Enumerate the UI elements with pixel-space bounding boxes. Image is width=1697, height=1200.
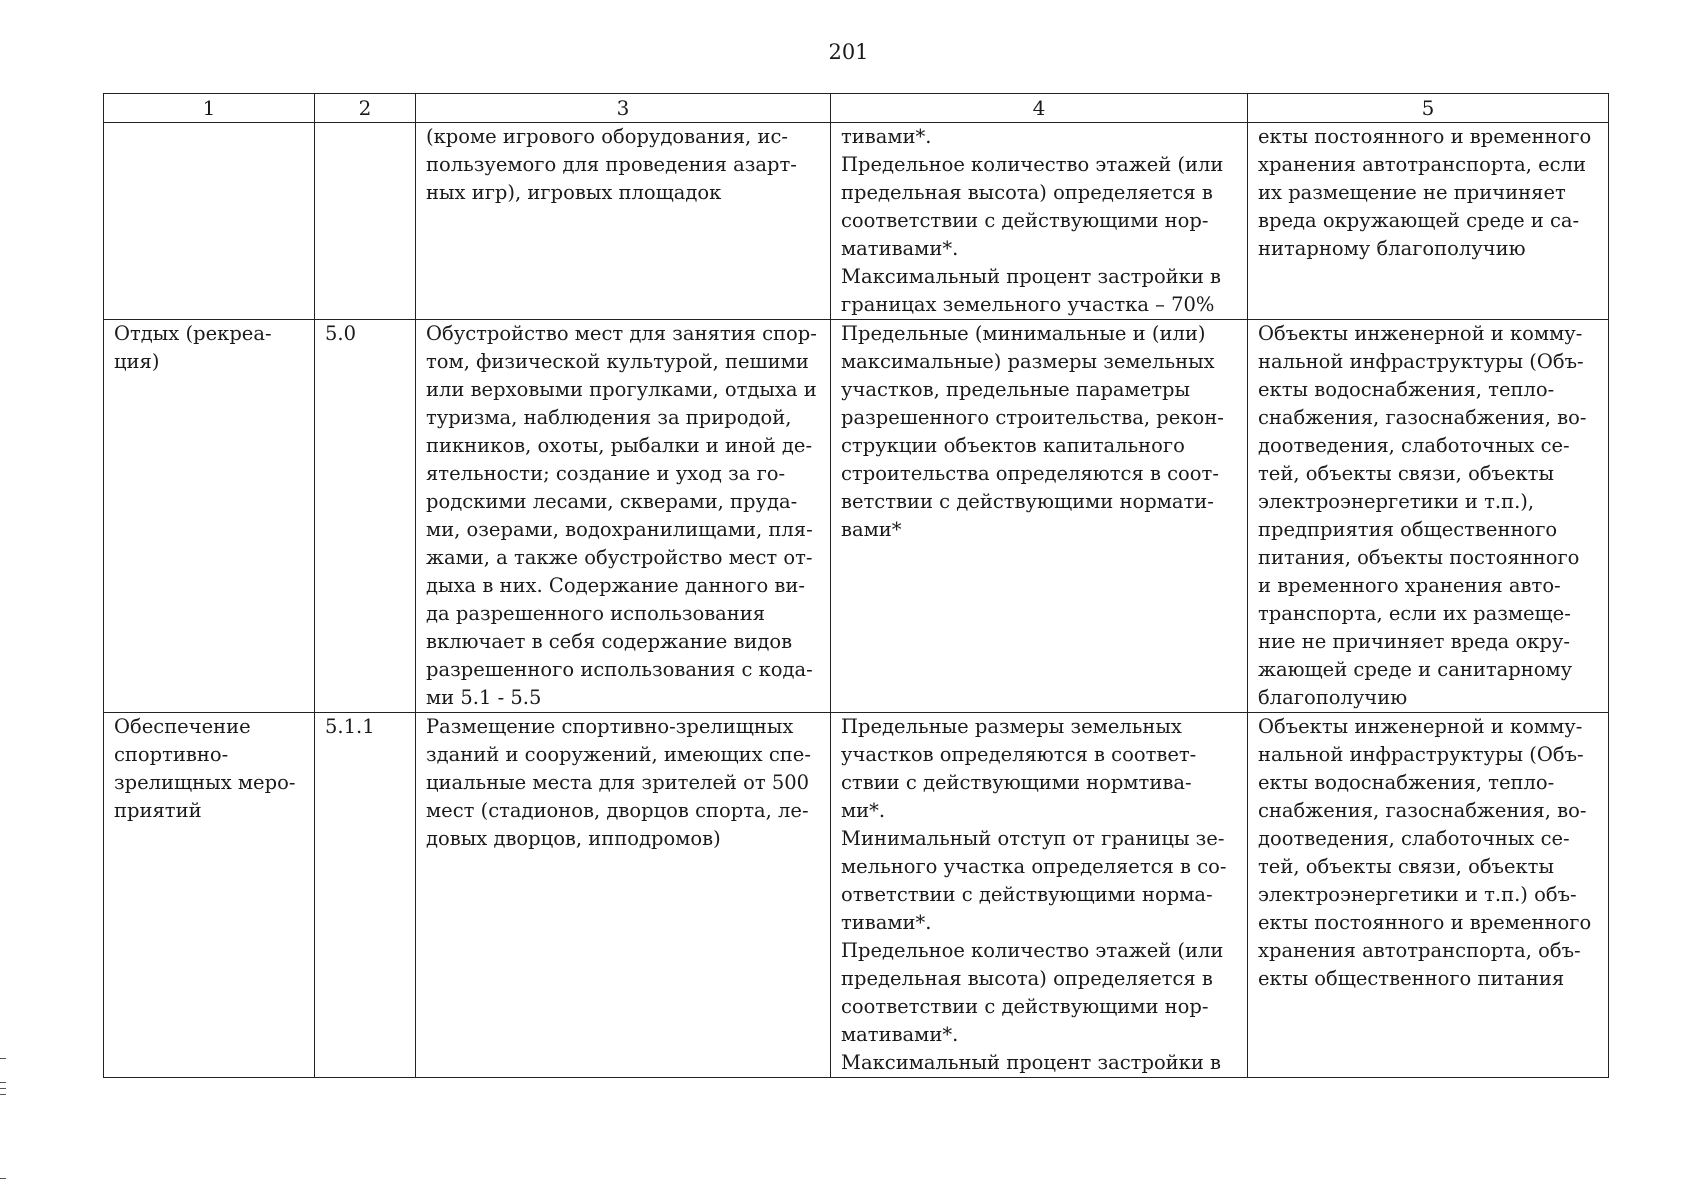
text-line: спортивно- <box>114 743 229 766</box>
text-line: питания, объекты постоянного <box>1258 546 1580 569</box>
parameters-cell <box>831 713 1248 1078</box>
text-line: хранения автотранспорта, если <box>1258 153 1586 176</box>
text-line: мативами*. <box>841 1023 959 1046</box>
text-line: туризма, наблюдения за природой, <box>426 406 792 429</box>
use-name-cell <box>104 320 315 713</box>
text-line: участков, предельные параметры <box>841 378 1191 401</box>
text-line: пикников, охоты, рыбалки и иной де- <box>426 434 813 457</box>
text-line: Предельное количество этажей (или <box>841 939 1224 962</box>
column-header-3: 3 <box>416 94 831 123</box>
table-row <box>104 123 1609 320</box>
text-line: Предельные (минимальные и (или) <box>841 322 1206 345</box>
text-line: Обеспечение <box>114 715 251 738</box>
text-line: снабжения, газоснабжения, во- <box>1258 406 1587 429</box>
parameters-cell <box>831 123 1248 320</box>
text-line: пользуемого для проведения азарт- <box>426 153 797 176</box>
text-line: Максимальный процент застройки в <box>841 265 1222 288</box>
text-line: разрешенного использования с кода- <box>426 658 813 681</box>
column-header-4: 4 <box>831 94 1248 123</box>
text-line: мельного участка определяется в со- <box>841 855 1227 878</box>
text-line: и временного хранения авто- <box>1258 574 1561 597</box>
text-line: Предельное количество этажей (или <box>841 153 1224 176</box>
text-line: их размещение не причиняет <box>1258 181 1566 204</box>
text-line: тивами*. <box>841 911 932 934</box>
text-line: екты водоснабжения, тепло- <box>1258 771 1555 794</box>
text-line: хранения автотранспорта, объ- <box>1258 939 1581 962</box>
text-line: нальной инфраструктуры (Объ- <box>1258 743 1584 766</box>
text-line: границах земельного участка – 70% <box>841 293 1215 316</box>
text-line: благополучию <box>1258 686 1408 709</box>
table-row <box>104 713 1609 1078</box>
text-line: электроэнергетики и т.п.), <box>1258 490 1535 513</box>
text-line: жами, а также обустройство мест от- <box>426 546 813 569</box>
text-line: Минимальный отступ от границы зе- <box>841 827 1225 850</box>
text-line: предприятия общественного <box>1258 518 1558 541</box>
auxiliary-uses-cell <box>1248 123 1609 320</box>
text-line: зданий и сооружений, имеющих спе- <box>426 743 811 766</box>
text-line: мест (стадионов, дворцов спорта, ле- <box>426 799 809 822</box>
text-line: ответствии с действующими норма- <box>841 883 1213 906</box>
text-line: электроэнергетики и т.п.) объ- <box>1258 883 1577 906</box>
auxiliary-uses-cell <box>1248 713 1609 1078</box>
text-line: соответствии с действующими нор- <box>841 995 1209 1018</box>
text-line: Максимальный процент застройки в <box>841 1051 1222 1074</box>
column-header-1: 1 <box>104 94 315 123</box>
text-line: ных игр), игровых площадок <box>426 181 722 204</box>
text-line: или верховыми прогулками, отдыха и <box>426 378 817 401</box>
text-line: мативами*. <box>841 237 959 260</box>
use-code-cell: 5.0 <box>315 320 416 713</box>
text-line: максимальные) размеры земельных <box>841 350 1215 373</box>
text-line: дыха в них. Содержание данного ви- <box>426 574 805 597</box>
text-line: том, физической культурой, пешими <box>426 350 809 373</box>
table-row <box>104 320 1609 713</box>
use-name-cell <box>104 123 315 320</box>
text-line: доотведения, слаботочных се- <box>1258 827 1570 850</box>
text-line: нитарному благополучию <box>1258 237 1526 260</box>
text-line: нальной инфраструктуры (Объ- <box>1258 350 1584 373</box>
land-use-table <box>103 93 1609 1078</box>
text-line: екты общественного питания <box>1258 967 1565 990</box>
text-line: ми 5.1 - 5.5 <box>426 686 542 709</box>
text-line: Объекты инженерной и комму- <box>1258 322 1583 345</box>
text-line: тивами*. <box>841 125 932 148</box>
column-header-5: 5 <box>1248 94 1609 123</box>
text-line: транспорта, если их размеще- <box>1258 602 1571 625</box>
text-line: жающей среде и санитарному <box>1258 658 1573 681</box>
text-line: циальные места для зрителей от 500 <box>426 771 810 794</box>
text-line: ствии с действующими нормтива- <box>841 771 1192 794</box>
scan-artifact <box>0 1094 6 1095</box>
page-number: 201 <box>828 40 869 64</box>
parameters-cell <box>831 320 1248 713</box>
text-line: строительства определяются в соот- <box>841 462 1219 485</box>
text-line: Предельные размеры земельных <box>841 715 1182 738</box>
use-name-cell <box>104 713 315 1078</box>
text-line: ция) <box>114 350 160 373</box>
text-line: предельная высота) определяется в <box>841 967 1213 990</box>
header-row <box>104 94 1609 123</box>
text-line: ветствии с действующими нормати- <box>841 490 1214 513</box>
use-code-cell: 5.1.1 <box>315 713 416 1078</box>
text-line: зрелищных меро- <box>114 771 296 794</box>
text-line: екты постоянного и временного <box>1258 911 1592 934</box>
text-line: Объекты инженерной и комму- <box>1258 715 1583 738</box>
text-line: Размещение спортивно-зрелищных <box>426 715 794 738</box>
text-line: (кроме игрового оборудования, ис- <box>426 125 788 148</box>
scan-artifact <box>0 1088 6 1089</box>
text-line: родскими лесами, скверами, пруда- <box>426 490 798 513</box>
text-line: довых дворцов, ипподромов) <box>426 827 721 850</box>
text-line: включает в себя содержание видов <box>426 630 793 653</box>
text-line: екты водоснабжения, тепло- <box>1258 378 1555 401</box>
text-line: ятельности; создание и уход за го- <box>426 462 786 485</box>
description-cell <box>416 713 831 1078</box>
text-line: приятий <box>114 799 202 822</box>
description-cell <box>416 123 831 320</box>
scan-artifact <box>0 1178 6 1179</box>
scan-artifact <box>0 1058 6 1059</box>
text-line: предельная высота) определяется в <box>841 181 1213 204</box>
text-line: ние не причиняет вреда окру- <box>1258 630 1570 653</box>
text-line: соответствии с действующими нор- <box>841 209 1209 232</box>
text-line: участков определяются в соответ- <box>841 743 1197 766</box>
text-line: екты постоянного и временного <box>1258 125 1592 148</box>
auxiliary-uses-cell <box>1248 320 1609 713</box>
scan-artifact <box>0 1082 6 1083</box>
description-cell <box>416 320 831 713</box>
text-line: ми, озерами, водохранилищами, пля- <box>426 518 813 541</box>
text-line: струкции объектов капитального <box>841 434 1185 457</box>
text-line: Обустройство мест для занятия спор- <box>426 322 817 345</box>
text-line: тей, объекты связи, объекты <box>1258 462 1554 485</box>
use-code-cell <box>315 123 416 320</box>
text-line: вами* <box>841 518 902 541</box>
text-line: разрешенного строительства, рекон- <box>841 406 1224 429</box>
column-header-2: 2 <box>315 94 416 123</box>
text-line: Отдых (рекреа- <box>114 322 272 345</box>
text-line: доотведения, слаботочных се- <box>1258 434 1570 457</box>
text-line: да разрешенного использования <box>426 602 766 625</box>
text-line: вреда окружающей среде и са- <box>1258 209 1580 232</box>
text-line: снабжения, газоснабжения, во- <box>1258 799 1587 822</box>
text-line: ми*. <box>841 799 886 822</box>
text-line: тей, объекты связи, объекты <box>1258 855 1554 878</box>
